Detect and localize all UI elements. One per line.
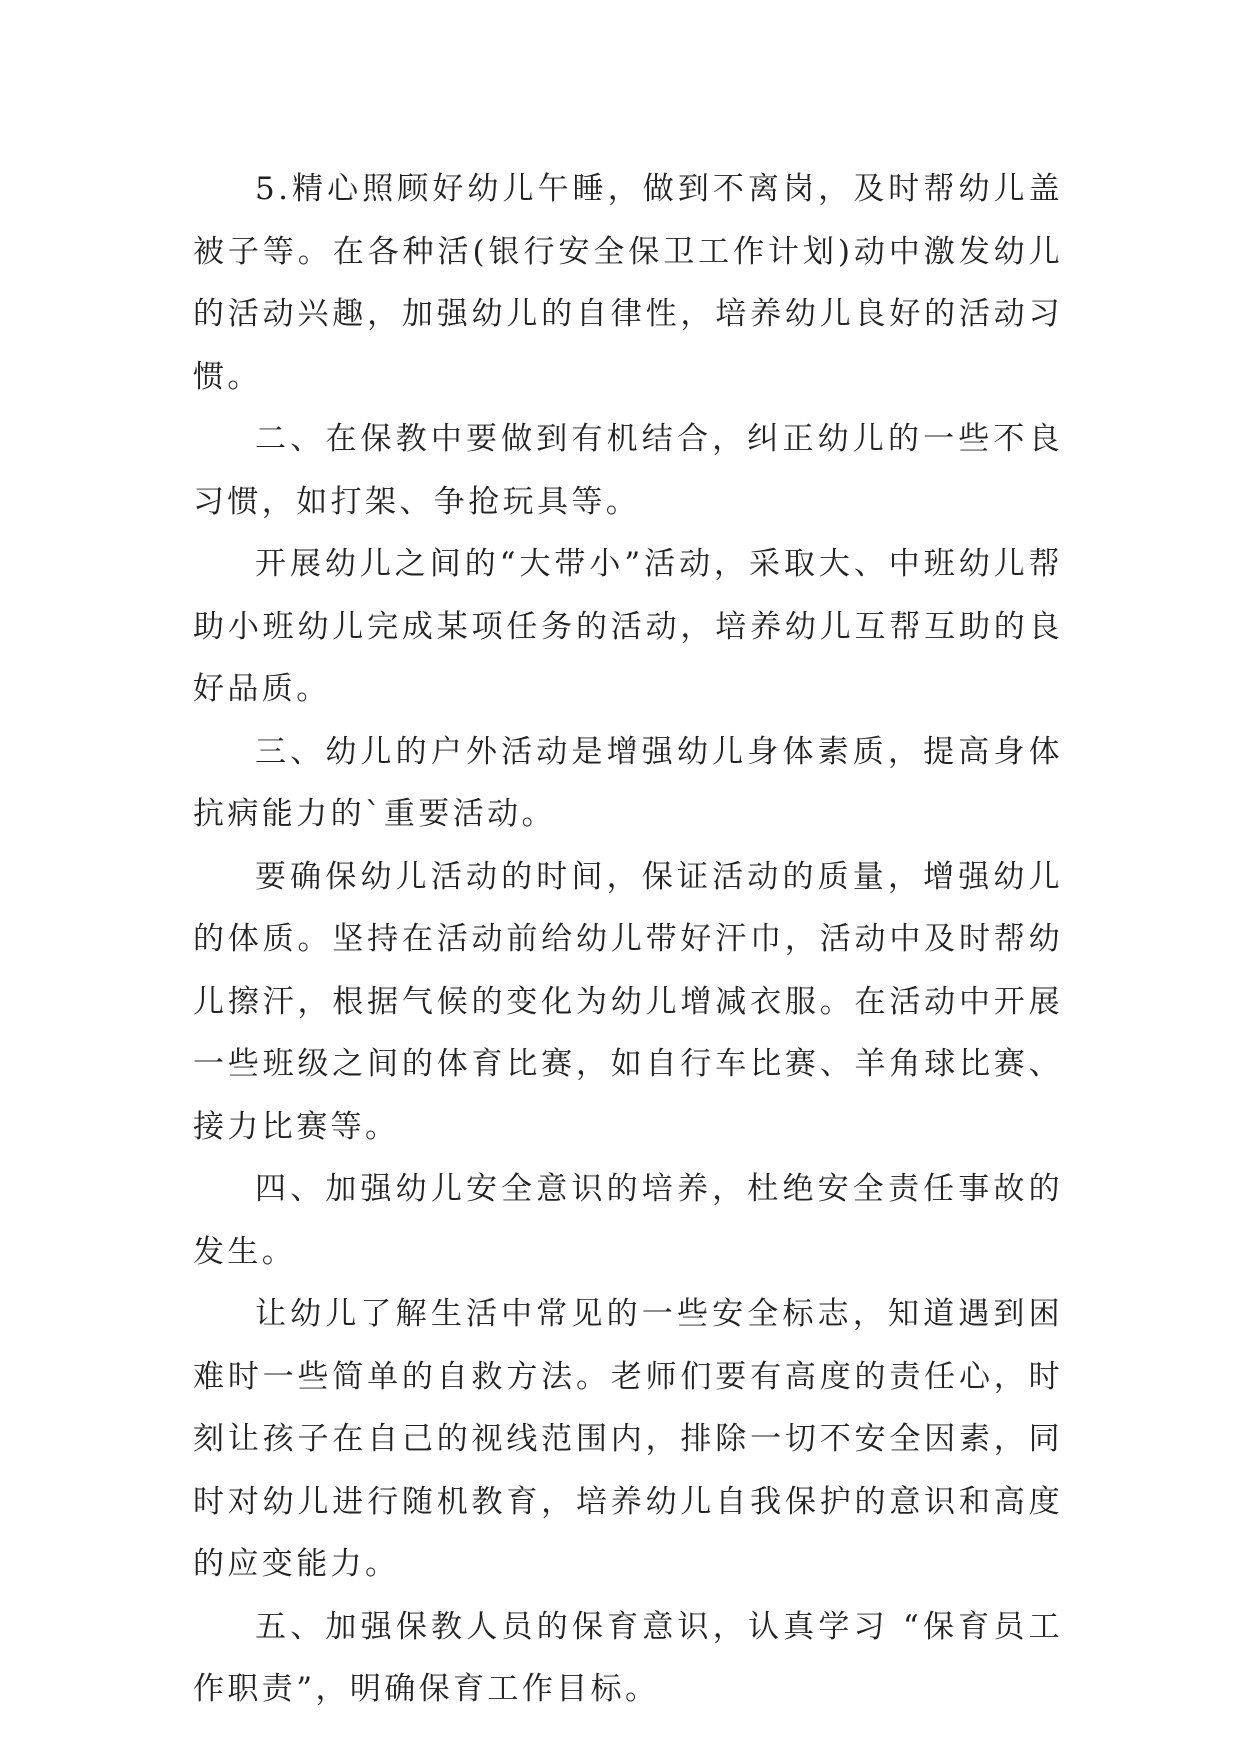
heading-section-three: 三、幼儿的户外活动是增强幼儿身体素质，提高身体抗病能力的`重要活动。 [193, 733, 1063, 832]
paragraph-outdoor-activity: 要确保幼儿活动的时间，保证活动的质量，增强幼儿的体质。坚持在活动前给幼儿带好汗巾，活动中及时帮幼儿擦汗，根据气候的变化为幼儿增减衣服。在活动中开展一些班级之间的体育比赛，如自行车比赛、羊角球比赛、接力比赛等。 [193, 858, 1063, 1145]
heading-section-five: 五、加强保教人员的保育意识，认真学习 “保育员工作职责”，明确保育工作目标。 [193, 1608, 1063, 1707]
paragraph-big-helps-small: 开展幼儿之间的“大带小”活动，采取大、中班幼儿帮助小班幼儿完成某项任务的活动，培养幼儿互帮互助的良好品质。 [193, 546, 1063, 707]
paragraph-nap-care: 5.精心照顾好幼儿午睡，做到不离岗，及时帮幼儿盖被子等。在各种活(银行安全保卫工作计划)动中激发幼儿的活动兴趣，加强幼儿的自律性，培养幼儿良好的活动习惯。 [193, 171, 1063, 395]
heading-section-two: 二、在保教中要做到有机结合，纠正幼儿的一些不良习惯，如打架、争抢玩具等。 [193, 421, 1063, 520]
paragraph-safety-awareness: 让幼儿了解生活中常见的一些安全标志，知道遇到困难时一些简单的自救方法。老师们要有高度的责任心，时刻让孩子在自己的视线范围内，排除一切不安全因素，同时对幼儿进行随机教育，培养幼儿自我保护的意识和高度的应变能力。 [193, 1296, 1063, 1582]
document-body [193, 158, 1063, 1721]
heading-section-four: 四、加强幼儿安全意识的培养，杜绝安全责任事故的发生。 [193, 1171, 1063, 1270]
